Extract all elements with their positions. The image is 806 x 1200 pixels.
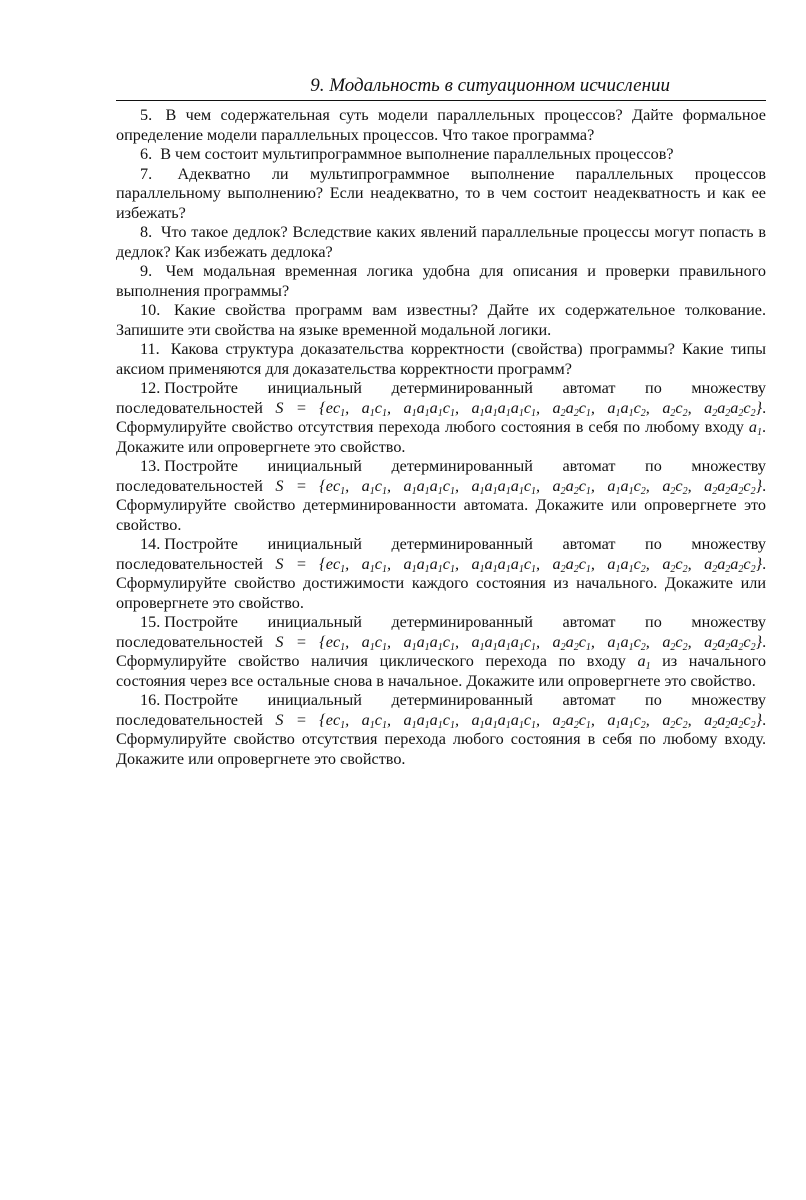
set-element: $a_1c_1$: [361, 710, 387, 731]
set-element: $a_1a_1a_1c_1$: [403, 632, 455, 653]
question-tail: . Докажите или опровергнете это свойство.: [116, 418, 766, 456]
set-element: $a_2a_2a_2c_2$: [704, 476, 756, 497]
set-element: $ec_1$: [325, 632, 346, 653]
set-element: $a_2a_2a_2c_2$: [704, 710, 756, 731]
question-intro: Постройте инициальный детерминированный автомат по множеству последовательностей: [116, 535, 766, 573]
question-list: [116, 106, 766, 769]
set-element: $a_1a_1a_1a_1c_1$: [471, 398, 537, 419]
set-close: }: [755, 476, 763, 495]
question-intro: Постройте инициальный детерминированный автомат по множеству последовательностей: [116, 691, 766, 729]
question-number: 9.: [140, 262, 153, 280]
question-6: [116, 145, 766, 165]
question-number: 13.: [140, 457, 161, 475]
question-text: Чем модальная временная логика удобна для описания и проверки правильного выполнения программы?: [116, 262, 766, 300]
set-label: S = {: [275, 554, 326, 573]
question-text: . Сформулируйте свойство наличия циклического перехода по входу: [116, 632, 767, 670]
set-element: $a_2a_2c_1$: [552, 554, 591, 575]
set-element: $a_1c_1$: [361, 632, 387, 653]
set-element: $a_1a_1c_2$: [607, 632, 646, 653]
question-number: 12.: [140, 379, 161, 397]
question-text: Какие свойства программ вам известны? Дайте их содержательное толкование. Запишите эти свойства на языке временной модальной логики.: [116, 301, 766, 339]
question-text: . Сформулируйте свойство отсутствия перехода любого состояния в себя по любому входу: [116, 398, 767, 436]
set-element: $a_1a_1c_2$: [607, 710, 646, 731]
sequence-set: $S = \{ec_1$, $a_1c_1$, $a_1a_1a_1c_1$, $a_1a_1a_1a_1c_1$, $a_2a_2c_1$, $a_1a_1c_2$, $a_2c_2$, $a_2a_2a_2c_2$}: [275, 398, 763, 419]
set-element: $a_2a_2c_1$: [552, 632, 591, 653]
sequence-set: $S = \{ec_1$, $a_1c_1$, $a_1a_1a_1c_1$, $a_1a_1a_1a_1c_1$, $a_2a_2c_1$, $a_1a_1c_2$, $a_2c_2$, $a_2a_2a_2c_2$}: [275, 476, 763, 497]
set-close: }: [755, 710, 763, 729]
set-element: $ec_1$: [325, 476, 346, 497]
set-element: $a_1a_1a_1c_1$: [403, 710, 455, 731]
set-element: $a_2a_2a_2c_2$: [704, 398, 756, 419]
set-element: $a_1a_1a_1c_1$: [403, 554, 455, 575]
header-rule: [116, 100, 766, 101]
set-element: $a_1a_1a_1a_1c_1$: [471, 710, 537, 731]
question-intro: Постройте инициальный детерминированный автомат по множеству последовательностей: [116, 379, 766, 417]
question-number: 11.: [140, 340, 160, 358]
question-text: . Сформулируйте свойство отсутствия перехода любого состояния в себя по любому входу. Докажите или опровергнете это свойство.: [116, 710, 767, 768]
question-15: [116, 613, 766, 691]
question-8: [116, 223, 766, 262]
question-text: Адекватно ли мультипрограммное выполнение параллельных процессов параллельному выполнению? Если неадекватно, то в чем состоит неадекватность и как ее избежать?: [116, 164, 766, 222]
question-number: 10.: [140, 301, 161, 319]
set-element: $a_1a_1a_1a_1c_1$: [471, 476, 537, 497]
set-element: $a_1a_1a_1a_1c_1$: [471, 554, 537, 575]
set-element: $a_1c_1$: [361, 476, 387, 497]
sequence-set: $S = \{ec_1$, $a_1c_1$, $a_1a_1a_1c_1$, $a_1a_1a_1a_1c_1$, $a_2a_2c_1$, $a_1a_1c_2$, $a_2c_2$, $a_2a_2a_2c_2$}: [275, 710, 763, 731]
sequence-set: $S = \{ec_1$, $a_1c_1$, $a_1a_1a_1c_1$, $a_1a_1a_1a_1c_1$, $a_2a_2c_1$, $a_1a_1c_2$, $a_2c_2$, $a_2a_2a_2c_2$}: [275, 554, 763, 575]
question-number: 14.: [140, 535, 161, 553]
set-close: }: [755, 554, 763, 573]
set-element: $a_2a_2c_1$: [552, 710, 591, 731]
set-element: $a_2c_2$: [662, 554, 688, 575]
set-label: S = {: [275, 476, 326, 495]
question-9: [116, 262, 766, 301]
question-text: В чем содержательная суть модели параллельных процессов? Дайте формальное определение модели параллельных процессов. Что такое программа?: [116, 106, 766, 144]
set-element: $a_1a_1a_1c_1$: [403, 476, 455, 497]
question-12: [116, 379, 766, 457]
input-variable: $a_1$: [748, 418, 762, 438]
set-element: $a_1a_1c_2$: [607, 554, 646, 575]
set-element: $a_1a_1c_2$: [607, 476, 646, 497]
set-element: $ec_1$: [325, 710, 346, 731]
set-element: $a_2c_2$: [662, 398, 688, 419]
sequence-set: $S = \{ec_1$, $a_1c_1$, $a_1a_1a_1c_1$, $a_1a_1a_1a_1c_1$, $a_2a_2c_1$, $a_1a_1c_2$, $a_2c_2$, $a_2a_2a_2c_2$}: [275, 632, 763, 653]
set-element: $a_2c_2$: [662, 476, 688, 497]
set-element: $a_1a_1a_1a_1c_1$: [471, 632, 537, 653]
question-number: 16.: [140, 691, 161, 709]
set-element: $a_2a_2c_1$: [552, 398, 591, 419]
set-element: $a_2a_2a_2c_2$: [704, 632, 756, 653]
set-close: }: [755, 398, 763, 417]
question-text: Какова структура доказательства корректности (свойства) программы? Какие типы аксиом применяются для доказательства корректности программ?: [116, 340, 766, 378]
question-intro: Постройте инициальный детерминированный автомат по множеству последовательностей: [116, 613, 766, 651]
question-number: 15.: [140, 613, 161, 631]
question-13: [116, 457, 766, 535]
question-number: 7.: [140, 164, 153, 183]
set-element: $a_1a_1c_2$: [607, 398, 646, 419]
question-tail: из начального состояния через все остальные снова в начальное. Докажите или опровергнете это свойство.: [116, 652, 766, 690]
question-number: 5.: [140, 106, 153, 124]
running-header: 9. Модальность в ситуационном исчислении: [310, 75, 670, 96]
question-16: [116, 691, 766, 769]
set-element: $ec_1$: [325, 398, 346, 419]
question-text: . Сформулируйте свойство достижимости каждого состояния из начального. Докажите или опровергнете это свойство.: [116, 554, 767, 612]
input-variable: $a_1$: [637, 652, 651, 672]
set-element: $a_1c_1$: [361, 398, 387, 419]
question-intro: Постройте инициальный детерминированный автомат по множеству последовательностей: [116, 457, 766, 495]
question-5: [116, 106, 766, 145]
question-11: [116, 340, 766, 379]
question-text: Что такое дедлок? Вследствие каких явлений параллельные процессы могут попасть в дедлок? Как избежать дедлока?: [116, 223, 767, 261]
question-number: 8.: [140, 223, 153, 241]
set-close: }: [755, 632, 763, 651]
set-element: $ec_1$: [325, 554, 346, 575]
question-14: [116, 535, 766, 613]
set-element: $a_2c_2$: [662, 710, 688, 731]
set-label: S = {: [275, 398, 326, 417]
set-label: S = {: [275, 632, 326, 651]
set-element: $a_2c_2$: [662, 632, 688, 653]
set-element: $a_2a_2a_2c_2$: [704, 554, 756, 575]
question-number: 6.: [140, 145, 153, 163]
set-label: S = {: [275, 710, 326, 729]
question-10: [116, 301, 766, 340]
question-text: . Сформулируйте свойство детерминированности автомата. Докажите или опровергнете это свойство.: [116, 476, 767, 534]
set-element: $a_1c_1$: [361, 554, 387, 575]
set-element: $a_2a_2c_1$: [552, 476, 591, 497]
set-element: $a_1a_1a_1c_1$: [403, 398, 455, 419]
question-7: [116, 165, 766, 224]
question-text: В чем состоит мультипрограммное выполнение параллельных процессов?: [160, 145, 674, 163]
